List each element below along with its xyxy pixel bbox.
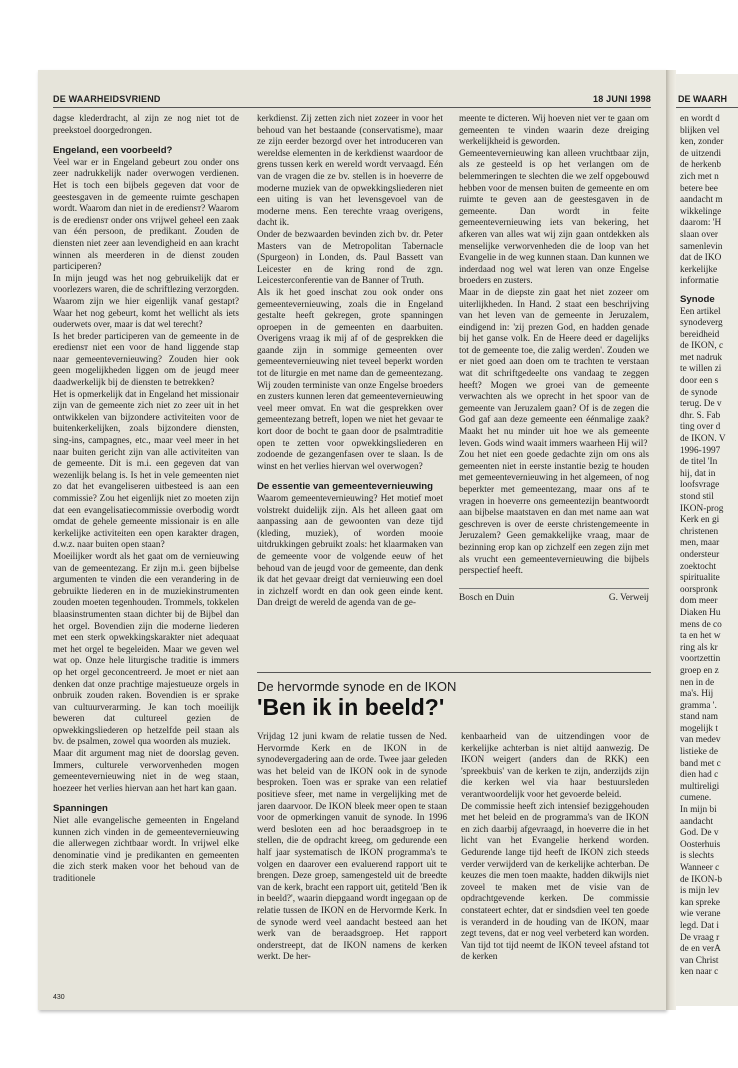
text-line: men, maar [680,538,720,549]
text-line: ring als kr [680,642,718,653]
section-heading: Engeland, een voorbeeld? [53,145,173,157]
text-line: ma's. Hij [680,689,714,700]
text-line: kerkelijke [680,264,718,275]
paragraph: kerkdienst. Zij zetten zich niet zozeer in voor het behoud van het bestaande (conservatisme), maar ze zijn eerder bezorgd over het introduceren van wereldse elementen in de kerkdienst waardoor de grens tussen kerk en wereld wordt vervaagd. Eén van de vragen die ze bv. stellen is in hoeverre de moderne muziek van de opwekkingsliederen niet een uiting is van het levensgevoel van de moderne mens. Een terechte vraag overigens, dacht ik. [257,114,443,229]
paragraph: kenbaarheid van de uitzendingen voor de kerkelijke achterban is niet altijd aanwezig. De IKON weigert (anders dan de RKK) een 'spreekbuis' van de kerken te zijn, anderzijds zijn die kerken wel via haar bestuursleden verantwoordelijk voor het gevoerde beleid. [461,732,649,800]
next-page-heading: Synode [680,293,715,305]
text-line: terug. De v [680,399,722,410]
text-line: de IKON, c [680,341,724,352]
newspaper-page [38,70,666,1010]
text-line: dom meer [680,596,718,607]
paragraph: In mijn jeugd was het nog gebruikelijk dat er voorlezers waren, die de schriftlezing verzorgden. Waarom zijn we hier eigenlijk vanaf gestapt? Waar het nog gebeurt, komt het wellicht als iets ouderwets over, maar is dat wel terecht? [53,273,239,331]
text-line: van Christ [680,955,719,966]
issue-date: 18 JUNI 1998 [593,94,651,104]
text-line: slaan over [680,229,718,240]
text-line: In mijn bi [680,805,717,816]
paragraph: meente te dicteren. Wij hoeven niet ver te gaan om gemeenten te vinden waarin deze dreiging werkelijkheid is geworden. [459,114,649,148]
text-line: aandacht m [680,195,723,206]
text-line: de IKON. V [680,434,726,445]
article-signature [459,588,649,605]
text-line: dat de IKO [680,253,722,264]
text-line: Oosterhuis [680,839,721,850]
paragraph: De commissie heeft zich intensief beziggehouden met het beleid en de programma's van de IKON en zich daarbij afgevraagd, in hoeverre die in het licht van het Evangelie herkend worden. Gedurende lange tijd heeft de IKON zich steeds verder verwijderd van de kerkelijke achterban. De keuzes die men toen maakte, hadden dikwijls niet zoveel te maken met de visie van de opdrachtgevende kerken. De commissie constateert echter, dat er sindsdien veel ten goede is veranderd in de houding van de IKON, maar zegt tevens, dat er nog veel verbeterd kan worden. Van tijd tot tijd neemt de IKON teveel afstand tot de kerken [461,801,649,963]
text-line: band met c [680,758,721,769]
text-line: stond stil [680,492,714,502]
text-line: ta en het w [680,631,721,642]
text-line: oorspronk [680,584,718,595]
page-fold [666,70,676,1010]
paragraph: Maar in de diepste zin gaat het niet zozeer om uiterlijkheden. In Hand. 2 staat een beschrijving van het leven van de gemeente in Jeruzalem, eindigend in: 'zij prezen God, en hadden genade bij het ganse volk. En de Heere deed er dagelijks tot de gemeente toe, die zalig werden'. Zouden we er niet goed aan doen om te trachten te verstaan wat dit schriftgedeelte ons vandaag te zeggen heeft? Mogen we groei van de gemeente verwachten als we oprecht in het spoor van de gemeente van Jeruzalem gaan? Of is de zegen die God gaf aan deze gemeente een éénmalige zaak? Maakt het nu minder uit hoe we als gemeente leven. Gods wind waait immers waarheen Hij wil? [459,287,649,449]
text-line: Diaken Hu [680,607,721,618]
text-line: informatie [680,276,719,287]
signature-author: G. Verweij [608,592,649,603]
next-page-header: DE WAARH [678,94,727,104]
paragraph: Maar dit argument mag niet de doorslag geven. Immers, culturele verworvenheden mogen gemeentevernieuwing niet in de weg staan, hoezeer het verlies hiervan aan het hart kan gaan. [53,749,239,794]
article1-column-2 [257,114,443,690]
text-line: stand nam [680,712,718,723]
text-line: de herkenb [680,160,722,171]
text-line: de en verA [680,944,721,955]
paragraph: Het is opmerkelijk dat in Engeland het missionair zijn van de gemeente zich niet zo zeer uit in het ontwikkelen van bijzondere activiteiten voor de buitenkerkelijken, zoals bijzondere diensten, sing-ins, campagnes, etc., maar veel meer in het naar buiten gericht zijn van alle activiteiten van de gemeente. Dit is m.i. een gegeven dat van wezenlijk belang is. Is het in vele gemeenten niet zo dat het evangeliseren uitbesteed is aan een commissie? Zou het eigenlijk niet zo moeten zijn dat een evangelisatiecommissie overbodig wordt omdat de gehele gemeente missionair is en alle kerkelijke activiteiten een open karakter dragen, d.w.z. naar buiten open staan? [53,389,239,551]
text-line: aandacht [680,816,714,827]
text-line: de titel 'In [680,457,718,468]
publication-header: DE WAARHEIDSVRIEND [53,94,161,104]
text-line: daarom: 'H [680,218,722,229]
next-page-rule [676,107,738,108]
paragraph: Moeilijker wordt als het gaat om de vernieuwing van de gemeentezang. Er zijn m.i. geen bijbelse argumenten te vinden die een verandering in de gebruikte liederen en in de muziekinstrumenten zouden moeten tegenhouden. Trommels, tokkelen blaasinstrumenten staan dichter bij de Bijbel dan het orgel. Bovendien zijn die moderne liederen met een sterk opwekkingskarakter niet adequaat met het orgel te begeleiden. Maar we geven wel wat op. Onze hele liturgische traditie is immers op het orgel geconcentreerd. Je moet er niet aan denken dat onze prachtige majestueuze orgels in onbruik zouden raken. Bovendien is er sprake van cultuurverarming. Je kan toch moeilijk beweren dat cultureel gezien de opwekkingsliederen op hetzelfde peil staan als bv. de psalmen, zowel qua woorden als muziek. [53,551,239,748]
text-line: wie verane [680,909,721,920]
paragraph: Waarom gemeentevernieuwing? Het motief moet volstrekt duidelijk zijn. Als het alleen gaat om aanpassing aan de gewoonten van deze tijd (kleding, muziek), of worden mooie uitdrukkingen gebruikt zoals: het klaarmaken van de gemeente voor de volgende eeuw of het behoud van de jeugd voor de gemeente, dan denk ik dat het gevaar dreigt dat vernieuwing een doel in zichzelf wordt en dan ook geen einde kent. Dan dreigt de wereld de agenda van de ge- [257,494,443,609]
text-line: dien had c [680,770,719,781]
section-heading: Spanningen [53,803,108,815]
text-line: zoektocht [680,561,717,572]
text-line: met nadruk [680,352,723,363]
text-line: ting over d [680,422,721,433]
text-line: betere bee [680,183,718,194]
text-line: door een s [680,376,719,387]
text-line: legd. Dat i [680,920,719,931]
text-line: bereidheid [680,329,720,340]
text-line: de IKON-b [680,874,723,885]
text-line: dhr. S. Fab [680,410,721,421]
text-line: listieke de [680,747,718,758]
paragraph: Vrijdag 12 juni kwam de relatie tussen de Ned. Hervormde Kerk en de IKON in de synodevergadering aan de orde. Twee jaar geleden was het beleid van de IKON ook in de synode besproken. Toen was er sprake van een relatief positieve sfeer, met name in vergelijking met de jaren daarvoor. De IKON bleek meer open te staan voor de opmerkingen vanuit de synode. In 1996 werd besloten een ad hoc beraadsgroep in te stellen, die de opdracht kreeg, om gedurende een half jaar systematisch de IKON programma's te volgen en daarover een evaluerend rapport uit te brengen. Deze groep, samengesteld uit de breedte van de kerk, bracht een rapport uit, getiteld 'Ben ik in beeld?', waarin diepgaand wordt ingegaan op de relatie tussen de IKON en de Hervormde Kerk. In de synode werd veel aandacht besteed aan het werk van de beraadsgroep. Het rapport onderstreept, dat de IKON namens de kerken werkt. De her- [257,732,447,963]
text-line: de uitzendi [680,148,722,159]
article1-column-3-text [459,114,649,578]
text-line: IKON-prog [680,503,724,514]
text-line: samenlevin [680,241,723,252]
paragraph: Veel war er in Engeland gebeurt zou onder ons zeer nadrukkelijk nader overwogen verdienen. Het is toch een bijbels gegeven dat voor de geestesgaven in de gemeente ruimte geschapen wordt. Waarom dan niet in de erediensт? Waarom is de erediensт onder ons vrijwel geheel een zaak van één persoon, de predikant. Zouden de diensten niet zeer aan levendigheid en aan kracht winnen als meerderen in de dienst zouden participeren? [53,157,239,273]
paragraph: Zou het niet een goede gedachte zijn om ons als gemeenten niet in eerste instantie bezig te houden met gemeentevernieuwing in het algemeen, of nog beperkter met gemeentezang, maar ons af te vragen in hoeverre ons gemeentezijn beantwoordt aan bijbelse maatstaven en dan met name aan wat geschreven is over de eerste christengemeente in Jeruzalem? Geen gemakkelijke vraag, maar de bezinning erop kan op zichzelf een zegen zijn met als vrucht een gemeentevernieuwing die bijbels perspectief heeft. [459,450,649,577]
article2-headline: 'Ben ik in beeld?' [257,694,445,720]
text-line: voortzettin [680,654,721,665]
text-line: God. De v [680,828,719,839]
header-rule [53,107,651,108]
text-line: hij, dat in [680,468,716,479]
text-line: Kerk en gi [680,515,720,526]
text-line: ondersteur [680,549,720,560]
article2-column-2 [461,732,649,994]
text-line: mogelijk t [680,723,718,734]
signature-place: Bosch en Duin [459,592,515,603]
text-line: is mijn lev [680,886,720,897]
paragraph: dagse klederdracht, al zijn ze nog niet tot de preekstoel doorgedrongen. [53,114,239,136]
text-line: kan spreke [680,897,721,908]
next-page-column [680,114,738,979]
text-line: ken, zonder [680,137,724,148]
page-number: 430 [53,994,65,1001]
text-line: en wordt d [680,114,720,124]
article1-column-1 [53,114,239,984]
text-line: loofsvrage [680,480,720,491]
text-line: mens de co [680,619,722,630]
next-page-edge [676,74,738,1006]
text-line: Een artikel [680,306,721,317]
text-line: de synode [680,387,718,398]
text-line: spiritualite [680,573,720,584]
next-page-lines-top [680,114,738,288]
paragraph: Is het breder participeren van de gemeente in de erediensт niet een voor de hand liggende stap naar gemeentevernieuwing? Zouden hier ook geen mogelijkheden liggen om de jeugd meer daadwerkelijk bij de diensten te betrekken? [53,331,239,389]
text-line: zich met n [680,171,719,182]
paragraph: Onder de bezwaarden bevinden zich bv. dr. Peter Masters van de Metropolitan Tabernacle (Spurgeon) in Londen, ds. Paul Bassett van Leicester en de kring rond de zgn. Leicesterconferentie van de Banner of Truth. [257,229,443,287]
text-line: christenen [680,526,719,537]
text-line: te willen zi [680,364,722,375]
article2-top-rule [257,672,651,673]
text-line: gramma '. [680,700,717,711]
text-line: wikkelinge [680,206,722,217]
text-line: De vraag r [680,932,720,943]
text-line: ken naar c [680,967,719,978]
text-line: synodeverg [680,318,723,329]
next-page-lines-bottom [680,307,738,979]
text-line: 1996-1997 [680,445,721,456]
text-line: blijken vel [680,125,720,136]
text-line: Wanneer c [680,863,720,873]
text-line: groep en z [680,665,719,676]
text-line: nen in de [680,677,715,688]
article2-kicker: De hervormde synode en de IKON [257,679,457,694]
text-line: is slechts [680,851,714,862]
paragraph: Als ik het goed inschat zou ook onder ons gemeentevernieuwing, zoals die in Engeland gestalte heeft gekregen, grote spanningen oproepen in de gemeenten en daarbuiten. Overigens vraag ik mij af of de gesprekken die gaande zijn in sommige gemeenten over gemeentevernieuwing niet teveel beperkt worden tot de liturgie en met name dan de gemeentezang. Wij zouden terministe van onze Engelse broeders en zusters kunnen leren dat gemeentevernieuwing veel meer omvat. En wat die gesprekken over gemeentezang betreft, lopen we niet het gevaar te kort door de bocht te gaan door de psalmtraditie open te zetten voor opwekkingsliederen en zodoende de gezangenfasen over te slaan. Is de winst en het verlies hiervan wel overwogen? [257,287,443,472]
text-line: cumene. [680,793,712,804]
text-line: multireligi [680,781,720,792]
article1-column-3 [459,114,649,690]
text-line: van medev [680,735,721,746]
article2-column-1 [257,732,447,994]
paragraph: Niet alle evangelische gemeenten in Engeland kunnen zich vinden in de gemeentevernieuwing die allerwegen zichtbaar wordt. In vrijwel elke denominatie vind je predikanten en gemeenten die zich sterk maken voor het behoud van de traditionele [53,816,239,884]
paragraph: Gemeentevernieuwing kan alleen vruchtbaar zijn, als ze gesteeld is op het verlangen om de belemmeringen te slechten die we zelf opgebouwd hebben voor de mensen buiten de gemeente en om ruimte te geven aan de geestesgaven in de gemeente. Dan wordt in feite gemeentevernieuwing iets van bekering, het afkeren van alles wat wij zijn gaan ontdekken als menselijke verworvenheden die de loop van het Evangelie in de weg kunnen staan. Dan kunnen we inderdaad nog wel wat leren van onze Engelse broeders en zusters. [459,148,649,287]
section-heading: De essentie van gemeentevernieuwing [257,481,433,493]
